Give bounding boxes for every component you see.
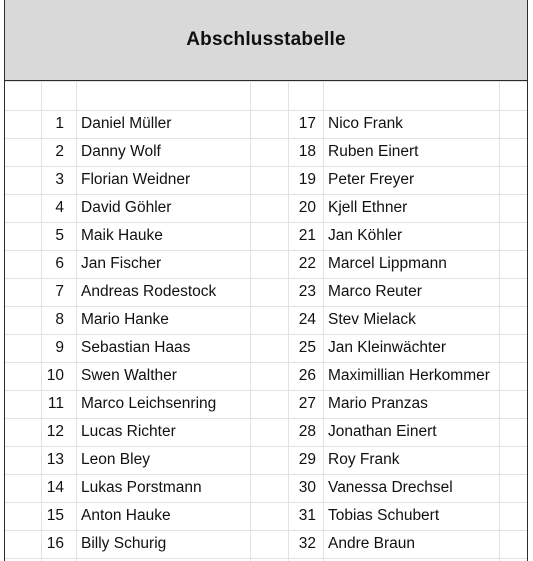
rank-cell[interactable]: 12 (46, 423, 64, 440)
spreadsheet (4, 0, 528, 561)
name-cell[interactable]: Lukas Porstmann (81, 479, 202, 496)
table-row (5, 530, 527, 558)
table-row (5, 446, 527, 474)
name-cell[interactable]: Leon Bley (81, 451, 150, 468)
rank-cell[interactable]: 11 (47, 395, 64, 412)
table-row (5, 474, 527, 502)
name-cell[interactable]: Florian Weidner (81, 171, 191, 188)
rank-cell[interactable]: 32 (298, 535, 316, 552)
rank-cell[interactable]: 21 (298, 227, 316, 244)
name-cell[interactable]: Vanessa Drechsel (328, 479, 453, 496)
name-cell[interactable]: Danny Wolf (81, 143, 161, 160)
table-row (5, 166, 527, 194)
name-cell[interactable]: Maximillian Herkommer (328, 367, 490, 384)
name-cell[interactable]: Lucas Richter (81, 423, 176, 440)
name-cell[interactable]: Jan Köhler (328, 227, 403, 244)
name-cell[interactable]: Billy Schurig (81, 535, 167, 552)
name-cell[interactable]: Tobias Schubert (328, 507, 440, 524)
rank-cell[interactable]: 6 (55, 255, 64, 272)
rank-cell[interactable]: 24 (298, 311, 316, 328)
rank-cell[interactable]: 17 (298, 115, 316, 132)
rank-cell[interactable]: 1 (55, 115, 64, 132)
name-cell[interactable]: Roy Frank (328, 451, 400, 468)
name-cell[interactable]: Marco Reuter (328, 283, 422, 300)
rank-cell[interactable]: 13 (46, 451, 64, 468)
rank-cell[interactable]: 14 (46, 479, 64, 496)
table-row (5, 222, 527, 250)
name-cell[interactable]: Daniel Müller (81, 115, 172, 132)
rank-cell[interactable]: 18 (298, 143, 316, 160)
name-cell[interactable]: Andre Braun (328, 535, 416, 552)
rank-cell[interactable]: 31 (298, 507, 316, 524)
rank-cell[interactable]: 9 (55, 339, 64, 356)
rank-cell[interactable]: 15 (46, 507, 64, 524)
name-cell[interactable]: Jonathan Einert (328, 423, 437, 440)
rank-cell[interactable]: 26 (298, 367, 316, 384)
table-row (5, 138, 527, 166)
name-cell[interactable]: Peter Freyer (328, 171, 415, 188)
grid-row-line (5, 81, 527, 82)
table-row (5, 418, 527, 446)
table-row (5, 278, 527, 306)
name-cell[interactable]: Anton Hauke (81, 507, 171, 524)
grid-row-line (5, 558, 527, 559)
rank-cell[interactable]: 30 (298, 479, 316, 496)
rank-cell[interactable]: 22 (298, 255, 316, 272)
name-cell[interactable]: Andreas Rodestock (81, 283, 217, 300)
name-cell[interactable]: David Göhler (81, 199, 172, 216)
table-header (5, 0, 527, 81)
table-title: Abschlusstabelle (186, 29, 346, 50)
table-row (5, 194, 527, 222)
table-row (5, 390, 527, 418)
rank-cell[interactable]: 28 (298, 423, 316, 440)
table-row (5, 306, 527, 334)
rank-cell[interactable]: 16 (46, 535, 64, 552)
name-cell[interactable]: Sebastian Haas (81, 339, 191, 356)
table-row (5, 334, 527, 362)
cell-grid (5, 81, 527, 561)
rank-cell[interactable]: 25 (298, 339, 316, 356)
name-cell[interactable]: Mario Pranzas (328, 395, 428, 412)
table-row (5, 502, 527, 530)
name-cell[interactable]: Mario Hanke (81, 311, 169, 328)
name-cell[interactable]: Kjell Ethner (328, 199, 408, 216)
rank-cell[interactable]: 19 (298, 171, 316, 188)
rank-cell[interactable]: 27 (298, 395, 316, 412)
rank-cell[interactable]: 8 (55, 311, 64, 328)
table-row (5, 250, 527, 278)
name-cell[interactable]: Swen Walther (81, 367, 177, 384)
name-cell[interactable]: Marco Leichsenring (81, 395, 217, 412)
table-row (5, 362, 527, 390)
table-row (5, 110, 527, 138)
name-cell[interactable]: Marcel Lippmann (328, 255, 447, 272)
name-cell[interactable]: Nico Frank (328, 115, 403, 132)
rank-cell[interactable]: 3 (55, 171, 64, 188)
name-cell[interactable]: Maik Hauke (81, 227, 163, 244)
rank-cell[interactable]: 5 (55, 227, 64, 244)
name-cell[interactable]: Ruben Einert (328, 143, 419, 160)
rank-cell[interactable]: 7 (55, 283, 64, 300)
rank-cell[interactable]: 2 (55, 143, 64, 160)
rank-cell[interactable]: 29 (298, 451, 316, 468)
name-cell[interactable]: Stev Mielack (328, 311, 416, 328)
name-cell[interactable]: Jan Fischer (81, 255, 162, 272)
rank-cell[interactable]: 10 (46, 367, 64, 384)
rank-cell[interactable]: 23 (298, 283, 316, 300)
name-cell[interactable]: Jan Kleinwächter (328, 339, 447, 356)
rank-cell[interactable]: 4 (55, 199, 64, 216)
rank-cell[interactable]: 20 (298, 199, 316, 216)
